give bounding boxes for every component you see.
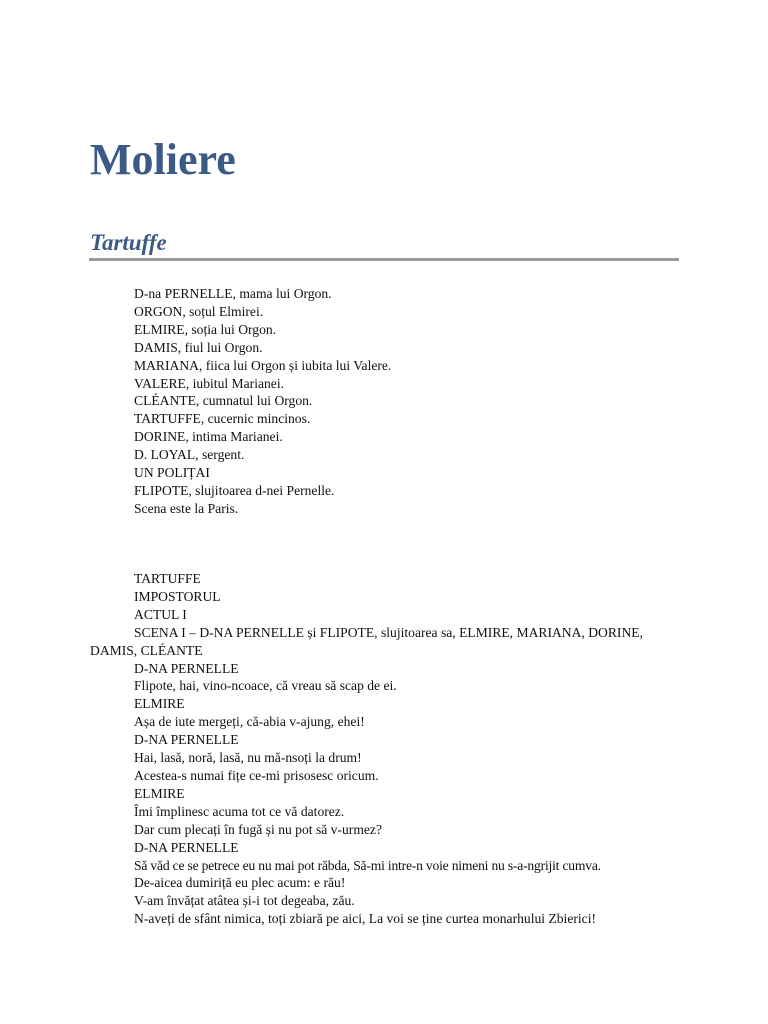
scene-heading: SCENA I – D-NA PERNELLE și FLIPOTE, slujitoarea sa, ELMIRE, MARIANA, DORINE, DAMIS, CLÉANTE [90,624,643,658]
dialogue-line: Să văd ce se petrece eu nu mai pot răbda, Să-mi intre-n voie nimeni nu s-a-ngrijit cumva. [134,857,601,873]
cast-entry: ELMIRE, soția lui Orgon. [134,321,277,337]
cast-entry: FLIPOTE, slujitoarea d-nei Pernelle. [134,482,335,498]
act-heading: ACTUL I [134,606,187,622]
cast-entry: MARIANA, fiica lui Orgon și iubita lui Valere. [134,357,392,373]
play-subtitle: IMPOSTORUL [134,588,221,604]
speaker-name: D-NA PERNELLE [134,660,239,676]
dialogue-line: Flipote, hai, vino-ncoace, că vreau să scap de ei. [134,678,397,694]
cast-entry: CLÉANTE, cumnatul lui Orgon. [134,393,313,409]
cast-entry: D-na PERNELLE, mama lui Orgon. [134,286,332,301]
cast-entry: TARTUFFE, cucernic mincinos. [134,411,311,427]
dialogue-line: Dar cum plecați în fugă și nu pot să v-urmez? [134,821,382,837]
dialogue-line: Îmi împlinesc acuma tot ce vă datorez. [134,803,345,819]
title-divider [89,258,679,261]
play-text [90,570,690,928]
cast-entry: D. LOYAL, sergent. [134,447,245,463]
dialogue-line: V-am învățat atâtea și-i tot degeaba, zău. [134,893,355,909]
play-heading: TARTUFFE [134,571,201,586]
speaker-name: D-NA PERNELLE [134,732,239,748]
dialogue-line: Hai, lasă, noră, lasă, nu mă-nsoți la drum! [134,750,362,766]
dialogue-line: N-aveți de sfânt nimica, toți zbiară pe aici, La voi se ține curtea monarhului Zbierici! [134,911,597,927]
cast-entry: ORGON, soțul Elmirei. [134,303,264,319]
cast-list [90,285,690,518]
cast-entry: VALERE, iubitul Marianei. [134,375,285,391]
dialogue-line: Acestea-s numai fițe ce-mi prisosesc oricum. [134,767,379,783]
cast-entry: DAMIS, fiul lui Orgon. [134,339,263,355]
cast-entry: DORINE, intima Marianei. [134,429,283,445]
cast-entry: UN POLIȚAI [134,465,210,481]
speaker-name: ELMIRE [134,696,185,712]
setting-note: Scena este la Paris. [134,500,239,516]
author-heading: Moliere [90,135,236,184]
speaker-name: D-NA PERNELLE [134,839,239,855]
play-title: Tartuffe [90,230,167,255]
dialogue-line: Așa de iute mergeți, că-abia v-ajung, ehei! [134,714,365,730]
speaker-name: ELMIRE [134,785,185,801]
dialogue-line: De-aicea dumiriță eu plec acum: e rău! [134,875,346,891]
